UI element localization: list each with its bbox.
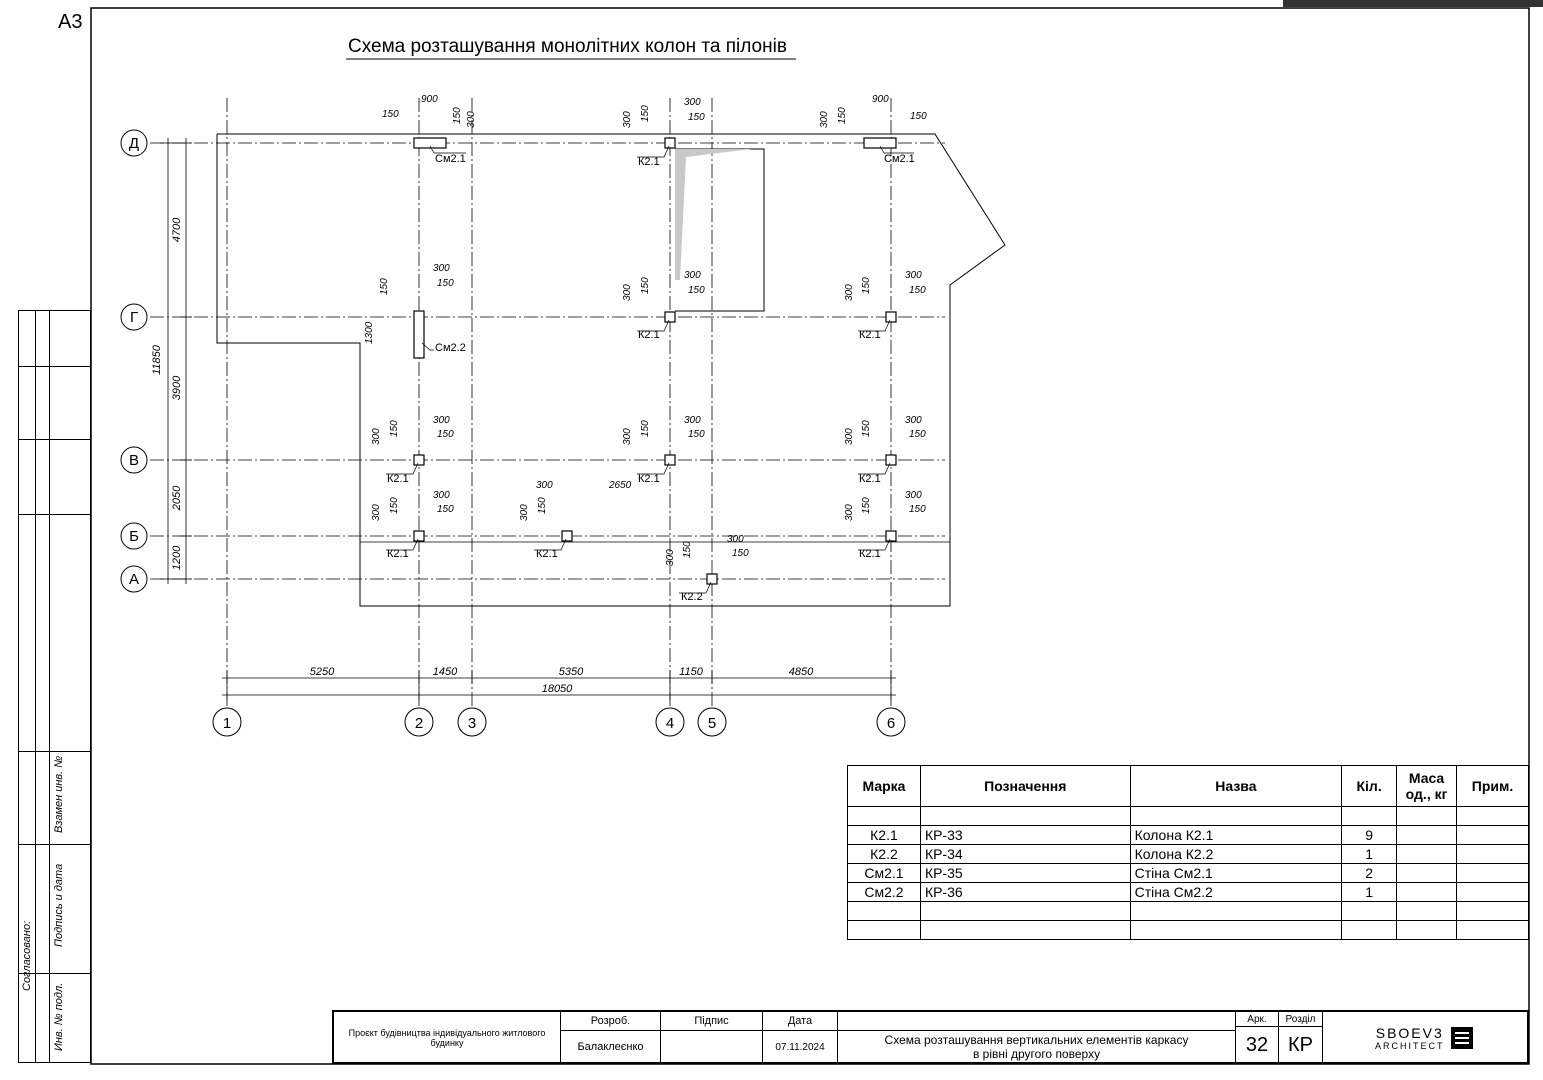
- dim-row-total: 11850: [151, 345, 163, 375]
- signature-cell: [660, 1030, 762, 1064]
- svg-text:300: 300: [622, 111, 633, 128]
- side-agreed-label: Согласовано:: [21, 920, 33, 991]
- logo-mark-icon: [1451, 1027, 1473, 1049]
- svg-text:300: 300: [684, 270, 701, 281]
- svg-text:300: 300: [371, 428, 382, 445]
- svg-text:150: 150: [640, 277, 651, 294]
- axis-col-4: 4: [665, 715, 675, 732]
- dim-col-total: 18050: [541, 683, 573, 695]
- axis-row-G: Г: [129, 309, 139, 326]
- svg-text:300: 300: [466, 111, 477, 128]
- svg-text:300: 300: [371, 504, 382, 521]
- svg-text:300: 300: [844, 428, 855, 445]
- svg-text:150: 150: [437, 429, 454, 440]
- dim-col-1-2: 5250: [309, 666, 335, 678]
- svg-text:150: 150: [910, 111, 927, 122]
- label-k21-G4: К2.1: [638, 329, 660, 341]
- svg-text:300: 300: [684, 97, 701, 108]
- drawing-title: Схема розташування монолітних колон та пілонів: [348, 36, 787, 57]
- label-k21-B2: К2.1: [387, 548, 409, 560]
- svg-text:150: 150: [437, 504, 454, 515]
- svg-text:300: 300: [433, 415, 450, 426]
- label-sm21-left: См2.1: [435, 153, 466, 165]
- label-k21-V2: К2.1: [387, 473, 409, 485]
- svg-text:150: 150: [389, 497, 400, 514]
- svg-text:150: 150: [640, 105, 651, 122]
- axis-row-B: Б: [129, 528, 139, 545]
- label-k21-B3: К2.1: [536, 548, 558, 560]
- svg-text:150: 150: [389, 420, 400, 437]
- axis-row-D: Д: [128, 135, 140, 152]
- logo: [1322, 1012, 1529, 1064]
- spec-header-note: Прим.: [1457, 766, 1529, 807]
- svg-text:150: 150: [909, 504, 926, 515]
- dim-col-4-5: 1150: [679, 666, 703, 678]
- sheet-label: Арк.: [1235, 1012, 1278, 1026]
- axis-col-1: 1: [222, 715, 232, 732]
- label-sm22: См2.2: [435, 342, 466, 354]
- table-row: См2.1 КР-35 Стіна См2.1 2: [848, 864, 1529, 883]
- logo-line2: ARCHITECT: [1375, 1041, 1445, 1051]
- table-row: К2.1 КР-33 Колона К2.1 9: [848, 826, 1529, 845]
- svg-text:150: 150: [909, 429, 926, 440]
- axis-col-6: 6: [886, 715, 896, 732]
- svg-text:150: 150: [861, 497, 872, 514]
- svg-text:150: 150: [837, 107, 848, 124]
- svg-text:150: 150: [537, 497, 548, 514]
- svg-text:150: 150: [688, 285, 705, 296]
- side-stamp: [18, 310, 91, 1063]
- svg-text:300: 300: [905, 415, 922, 426]
- svg-text:300: 300: [622, 284, 633, 301]
- svg-text:300: 300: [433, 263, 450, 274]
- title-block: [332, 1010, 1529, 1064]
- axis-col-3: 3: [467, 715, 477, 732]
- svg-text:300: 300: [844, 284, 855, 301]
- svg-text:150: 150: [682, 541, 693, 558]
- svg-text:150: 150: [437, 278, 454, 289]
- svg-text:150: 150: [688, 429, 705, 440]
- signature-label: Підпис: [660, 1012, 762, 1030]
- svg-text:150: 150: [732, 548, 749, 559]
- sheet-name: Схема розташування вертикальних елементів каркасу в рівні другого поверху: [837, 1030, 1235, 1064]
- dim-col-2-3: 1450: [432, 666, 458, 678]
- spec-header-qty: Кіл.: [1342, 766, 1397, 807]
- date-label: Дата: [762, 1012, 837, 1030]
- svg-text:150: 150: [909, 285, 926, 296]
- logo-line1: SBOEV3: [1375, 1025, 1444, 1041]
- label-sm21-right: См2.1: [884, 153, 915, 165]
- section-code: КР: [1278, 1026, 1322, 1064]
- spec-header-mass: Маса од., кг: [1397, 766, 1457, 807]
- columns: [414, 138, 896, 584]
- svg-text:150: 150: [861, 420, 872, 437]
- side-replaced-label: Взамен инв. №: [53, 755, 65, 833]
- svg-text:300: 300: [905, 270, 922, 281]
- svg-text:1300: 1300: [364, 321, 375, 344]
- side-signdate-label: Подпись и дата: [53, 863, 65, 947]
- svg-text:150: 150: [452, 107, 463, 124]
- spec-header-name: Назва: [1130, 766, 1342, 807]
- dim-row-V-B: 2050: [171, 485, 183, 511]
- table-row: См2.2 КР-36 Стіна См2.2 1: [848, 883, 1529, 902]
- dim-col-3-4: 5350: [558, 666, 584, 678]
- label-k21-B6: К2.1: [859, 548, 881, 560]
- developer-label: Розроб.: [560, 1012, 660, 1030]
- sheet-format: А3: [58, 11, 83, 33]
- axis-row-A: А: [128, 571, 140, 588]
- label-k21-V4: К2.1: [638, 473, 660, 485]
- svg-text:150: 150: [382, 109, 399, 120]
- spec-header-code: Позначення: [920, 766, 1130, 807]
- sheet-number: 32: [1235, 1026, 1278, 1064]
- table-row: К2.2 КР-34 Колона К2.2 1: [848, 845, 1529, 864]
- side-invno-label: Инв. № подл.: [53, 982, 65, 1051]
- axis-col-2: 2: [414, 715, 424, 732]
- label-k22: К2.2: [681, 591, 703, 603]
- svg-text:150: 150: [379, 278, 390, 295]
- label-k21-V6: К2.1: [859, 473, 881, 485]
- table-row: [848, 921, 1529, 940]
- svg-text:300: 300: [536, 480, 553, 491]
- svg-text:300: 300: [433, 490, 450, 501]
- stair-hatch: [675, 149, 752, 280]
- date-value: 07.11.2024: [762, 1030, 837, 1064]
- left-dimensions: [160, 138, 192, 584]
- spec-header-mark: Марка: [848, 766, 921, 807]
- svg-text:300: 300: [622, 428, 633, 445]
- label-k21-G6: К2.1: [859, 329, 881, 341]
- svg-text:300: 300: [727, 534, 744, 545]
- section-label: Розділ: [1278, 1012, 1322, 1026]
- svg-text:2650: 2650: [609, 480, 632, 491]
- svg-text:300: 300: [684, 415, 701, 426]
- svg-text:150: 150: [861, 277, 872, 294]
- spec-table: [847, 765, 1529, 940]
- leaders: [386, 146, 914, 593]
- dim-row-B-A: 1200: [171, 545, 183, 571]
- table-row: [848, 902, 1529, 921]
- developer-name: Балаклеєнко: [560, 1030, 660, 1064]
- axis-row-V: В: [128, 452, 140, 469]
- svg-text:300: 300: [905, 490, 922, 501]
- dim-col-5-6: 4850: [788, 666, 814, 678]
- svg-text:900: 900: [421, 94, 438, 105]
- svg-text:300: 300: [665, 549, 676, 566]
- top-window-bar: [1283, 0, 1543, 7]
- svg-text:150: 150: [640, 420, 651, 437]
- grid-axes: [150, 98, 945, 706]
- label-k21-D4: К2.1: [638, 156, 660, 168]
- axis-col-5: 5: [707, 715, 717, 732]
- project-name: Проєкт будівництва індивідуального житлового будинку: [348, 1028, 546, 1048]
- svg-text:300: 300: [519, 504, 530, 521]
- svg-text:300: 300: [844, 504, 855, 521]
- svg-text:150: 150: [688, 112, 705, 123]
- dim-row-G-V: 3900: [171, 375, 183, 401]
- svg-text:900: 900: [872, 94, 889, 105]
- table-row: [848, 807, 1529, 826]
- dim-row-D-G: 4700: [171, 217, 183, 243]
- svg-text:300: 300: [819, 111, 830, 128]
